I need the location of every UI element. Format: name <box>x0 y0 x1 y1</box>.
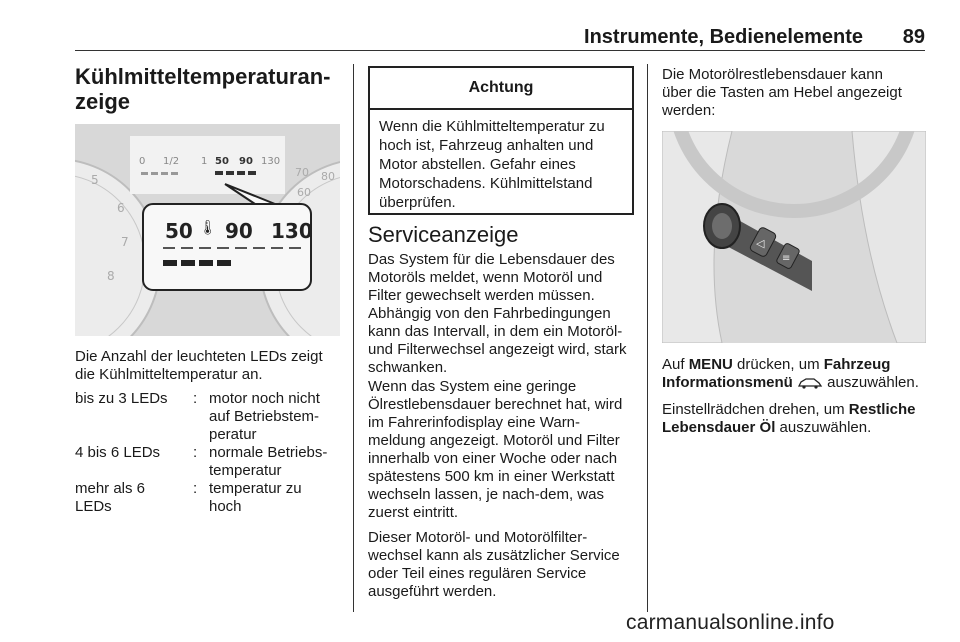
column-divider-2 <box>647 64 648 612</box>
dial-number-70: 70 <box>295 166 309 179</box>
coolant-gauge-illustration <box>75 124 340 336</box>
section-heading-coolant <box>75 64 340 114</box>
table-definition: motor noch nicht auf Betriebstem-peratur <box>209 390 320 443</box>
service-paragraph: Dieser Motoröl- und Motorölfilter-wechsel kann als zusätzlicher Service oder Teil eines regulären Service ausgeführt werden. <box>368 529 620 600</box>
dial-instruction <box>662 401 927 437</box>
menu-key-label: MENU <box>688 356 733 373</box>
page-number: 89 <box>902 26 925 48</box>
dial-number-7: 7 <box>121 235 129 249</box>
header-rule <box>75 50 925 51</box>
vehicle-info-menu-label: Fahrzeug Informationsmenü <box>662 356 891 391</box>
lever-menu-arrow-icon: ◁ <box>756 237 765 250</box>
oil-life-label: Restliche Lebensdauer Öl <box>662 401 916 436</box>
table-row <box>75 444 345 480</box>
table-definition: temperatur zu hoch <box>209 480 302 515</box>
table-term: bis zu 3 LEDs <box>75 390 168 407</box>
table-colon: : <box>193 480 198 497</box>
fuel-label-0: 0 <box>139 156 146 167</box>
table-row <box>75 480 345 516</box>
menu-instr-b: drücken, um <box>732 356 824 373</box>
section-heading-service: Serviceanzeige <box>368 222 519 247</box>
steering-lever-illustration <box>662 131 926 343</box>
dial-number-6: 6 <box>117 201 125 215</box>
service-paragraph: Das System für die Lebensdauer des Motoröls meldet, wenn Motoröl und Filter gewechselt werden müssen. Abhängig von den Fahrbedingungen kann das Intervall, in dem ein Motoröl- und Filterwechsel angezeigt wird, stark schwanken. <box>368 251 627 376</box>
menu-instr-a: Auf <box>662 356 689 373</box>
oil-life-intro: Die Motorölrestlebensdauer kann über die Tasten am Hebel angezeigt werden: <box>662 66 902 119</box>
heading-line-2: zeige <box>75 89 131 114</box>
table-definition: normale Betriebs-temperatur <box>209 444 328 479</box>
menu-instr-d: auszuwählen. <box>823 374 919 391</box>
warning-title: Achtung <box>370 68 632 110</box>
car-icon <box>797 377 823 389</box>
warning-box <box>368 66 634 215</box>
table-colon: : <box>193 444 198 461</box>
fuel-label-half: 1/2 <box>163 156 180 167</box>
dial-number-8: 8 <box>107 269 115 283</box>
dial-number-60: 60 <box>297 186 311 199</box>
temp-label-small-130: 130 <box>261 156 281 167</box>
table-term: 4 bis 6 LEDs <box>75 444 161 461</box>
temp-label-50: 50 <box>165 219 193 243</box>
column-1 <box>75 64 340 515</box>
column-divider-1 <box>353 64 354 612</box>
temp-label-small-90: 90 <box>239 156 253 167</box>
fuel-label-1: 1 <box>201 156 208 167</box>
menu-instruction <box>662 356 927 392</box>
coolant-temp-symbol-icon: 🌡 <box>199 220 217 236</box>
heading-line-1: Kühlmitteltemperaturan- <box>75 64 331 89</box>
service-paragraph: Wenn das System eine geringe Ölrestlebensdauer berechnet hat, wird im Fahrerinfodisplay eine Warn-meldung angezeigt. Motoröl und Filter innerhalb von einer Woche oder nach spätestens 500 km in einer Werkstatt wechseln lassen, je nach-dem, was zuerst eintritt. <box>368 378 623 521</box>
table-term: mehr als 6 LEDs <box>75 480 146 515</box>
temp-label-90: 90 <box>225 219 253 243</box>
lever-light-icon: ≡ <box>782 253 791 264</box>
led-intro-text: Die Anzahl der leuchteten LEDs zeigt die Kühlmitteltemperatur an. <box>75 348 323 383</box>
table-row <box>75 390 345 444</box>
temp-label-small-50: 50 <box>215 156 229 167</box>
table-colon: : <box>193 390 198 407</box>
page-header <box>75 26 925 48</box>
dial-number-80: 80 <box>321 170 335 183</box>
dial-number-5: 5 <box>91 173 99 187</box>
warning-text: Wenn die Kühlmitteltemperatur zu hoch ist, Fahrzeug anhalten und Motor abstellen. Gefahr eines Motorschadens. Kühlmittelstand überprüfen. <box>379 118 605 211</box>
watermark: carmanualsonline.info <box>626 611 835 634</box>
header-title: Instrumente, Bedienelemente <box>584 26 863 48</box>
dial-instr-a: Einstellrädchen drehen, um <box>662 401 849 418</box>
led-table <box>75 390 345 516</box>
temp-label-130: 130 <box>271 219 313 243</box>
dial-instr-c: auszuwählen. <box>775 419 872 436</box>
